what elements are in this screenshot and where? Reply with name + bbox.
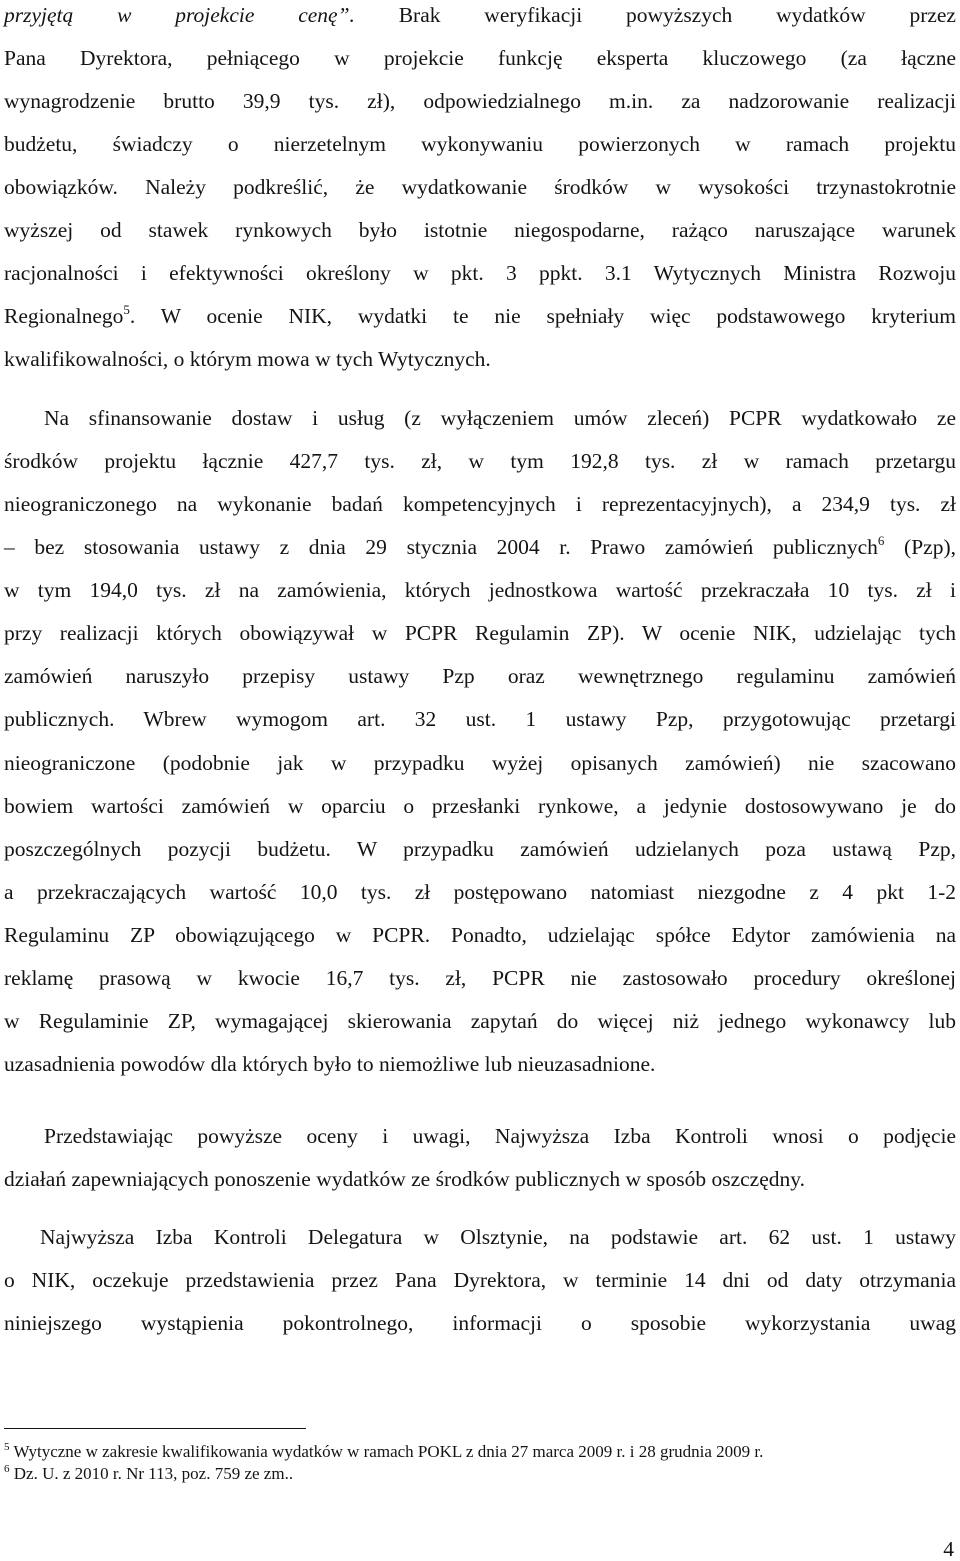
- body-line: przyjętą w projekcie cenę”. Brak weryfikacji powyższych wydatków przez: [4, 3, 956, 27]
- italic-quote: przyjętą w projekcie cenę”.: [4, 3, 355, 27]
- footnote: [4, 1463, 293, 1485]
- footnote: [4, 1441, 763, 1463]
- body-line: budżetu, świadczy o nierzetelnym wykonywaniu powierzonych w ramach projektu: [4, 132, 956, 156]
- body-line: a przekraczających wartość 10,0 tys. zł postępowano natomiast niezgodne z 4 pkt 1-2: [4, 880, 956, 904]
- body-line: przy realizacji których obowiązywał w PCPR Regulamin ZP). W ocenie NIK, udzielając tych: [4, 621, 956, 645]
- body-line: środków projektu łącznie 427,7 tys. zł, w tym 192,8 tys. zł w ramach przetargu: [4, 449, 956, 473]
- body-line: nieograniczonego na wykonanie badań kompetencyjnych i reprezentacyjnych), a 234,9 tys. zł: [4, 492, 956, 516]
- body-line: o NIK, oczekuje przedstawienia przez Pana Dyrektora, w terminie 14 dni od daty otrzymania: [4, 1268, 956, 1292]
- body-line: w Regulaminie ZP, wymagającej skierowania zapytań do więcej niż jednego wykonawcy lub: [4, 1009, 956, 1033]
- footnote-number: 5: [4, 1441, 10, 1453]
- body-line: uzasadnienia powodów dla których było to niemożliwe lub nieuzasadnione.: [4, 1052, 656, 1076]
- footnote-text: Wytyczne w zakresie kwalifikowania wydatków w ramach POKL z dnia 27 marca 2009 r. i 28 grudnia 2009 r.: [13, 1442, 764, 1461]
- footnote-ref: 6: [877, 533, 885, 548]
- body-line: poszczególnych pozycji budżetu. W przypadku zamówień udzielanych poza ustawą Pzp,: [4, 837, 956, 861]
- footnote-number: 6: [4, 1463, 10, 1475]
- body-line: kwalifikowalności, o którym mowa w tych Wytycznych.: [4, 347, 491, 371]
- body-line: Regulaminu ZP obowiązującego w PCPR. Ponadto, udzielając spółce Edytor zamówienia na: [4, 923, 956, 947]
- body-line: publicznych. Wbrew wymogom art. 32 ust. 1 ustawy Pzp, przygotowując przetargi: [4, 707, 956, 731]
- body-line: wynagrodzenie brutto 39,9 tys. zł), odpowiedzialnego m.in. za nadzorowanie realizacji: [4, 89, 956, 113]
- footnote-text: Dz. U. z 2010 r. Nr 113, poz. 759 ze zm..: [13, 1464, 294, 1483]
- body-line: działań zapewniających ponoszenie wydatków ze środków publicznych w sposób oszczędny.: [4, 1167, 806, 1191]
- body-line: Najwyższa Izba Kontroli Delegatura w Olsztynie, na podstawie art. 62 ust. 1 ustawy: [40, 1225, 956, 1249]
- footnote-separator: [4, 1428, 306, 1429]
- body-line: racjonalności i efektywności określony w pkt. 3 ppkt. 3.1 Wytycznych Ministra Rozwoju: [4, 261, 956, 285]
- body-line: Na sfinansowanie dostaw i usług (z wyłączeniem umów zleceń) PCPR wydatkowało ze: [44, 406, 956, 430]
- body-line: niniejszego wystąpienia pokontrolnego, informacji o sposobie wykorzystania uwag: [4, 1311, 956, 1335]
- footnote-ref: 5: [123, 302, 130, 317]
- body-line: – bez stosowania ustawy z dnia 29 stycznia 2004 r. Prawo zamówień publicznych$^6$ (Pzp),: [4, 533, 957, 559]
- body-line: reklamę prasową w kwocie 16,7 tys. zł, PCPR nie zastosowało procedury określonej: [4, 966, 956, 990]
- body-line: zamówień naruszyło przepisy ustawy Pzp oraz wewnętrznego regulaminu zamówień: [4, 664, 956, 688]
- body-line: bowiem wartości zamówień w oparciu o przesłanki rynkowe, a jedynie dostosowywano je do: [4, 794, 956, 818]
- page-number: 4: [943, 1537, 954, 1561]
- body-line: Pana Dyrektora, pełniącego w projekcie funkcję eksperta kluczowego (za łączne: [4, 46, 956, 70]
- body-line: wyższej od stawek rynkowych było istotnie niegospodarne, rażąco naruszające warunek: [4, 218, 956, 242]
- body-line: Przedstawiając powyższe oceny i uwagi, Najwyższa Izba Kontroli wnosi o podjęcie: [44, 1124, 956, 1148]
- body-line: nieograniczone (podobnie jak w przypadku wyżej opisanych zamówień) nie szacowano: [4, 751, 956, 775]
- body-line: w tym 194,0 tys. zł na zamówienia, których jednostkowa wartość przekraczała 10 tys. zł i: [4, 578, 956, 602]
- body-line: Regionalnego$^5$. W ocenie NIK, wydatki te nie spełniały więc podstawowego kryterium: [4, 302, 956, 328]
- body-line: obowiązków. Należy podkreślić, że wydatkowanie środków w wysokości trzynastokrotnie: [4, 175, 956, 199]
